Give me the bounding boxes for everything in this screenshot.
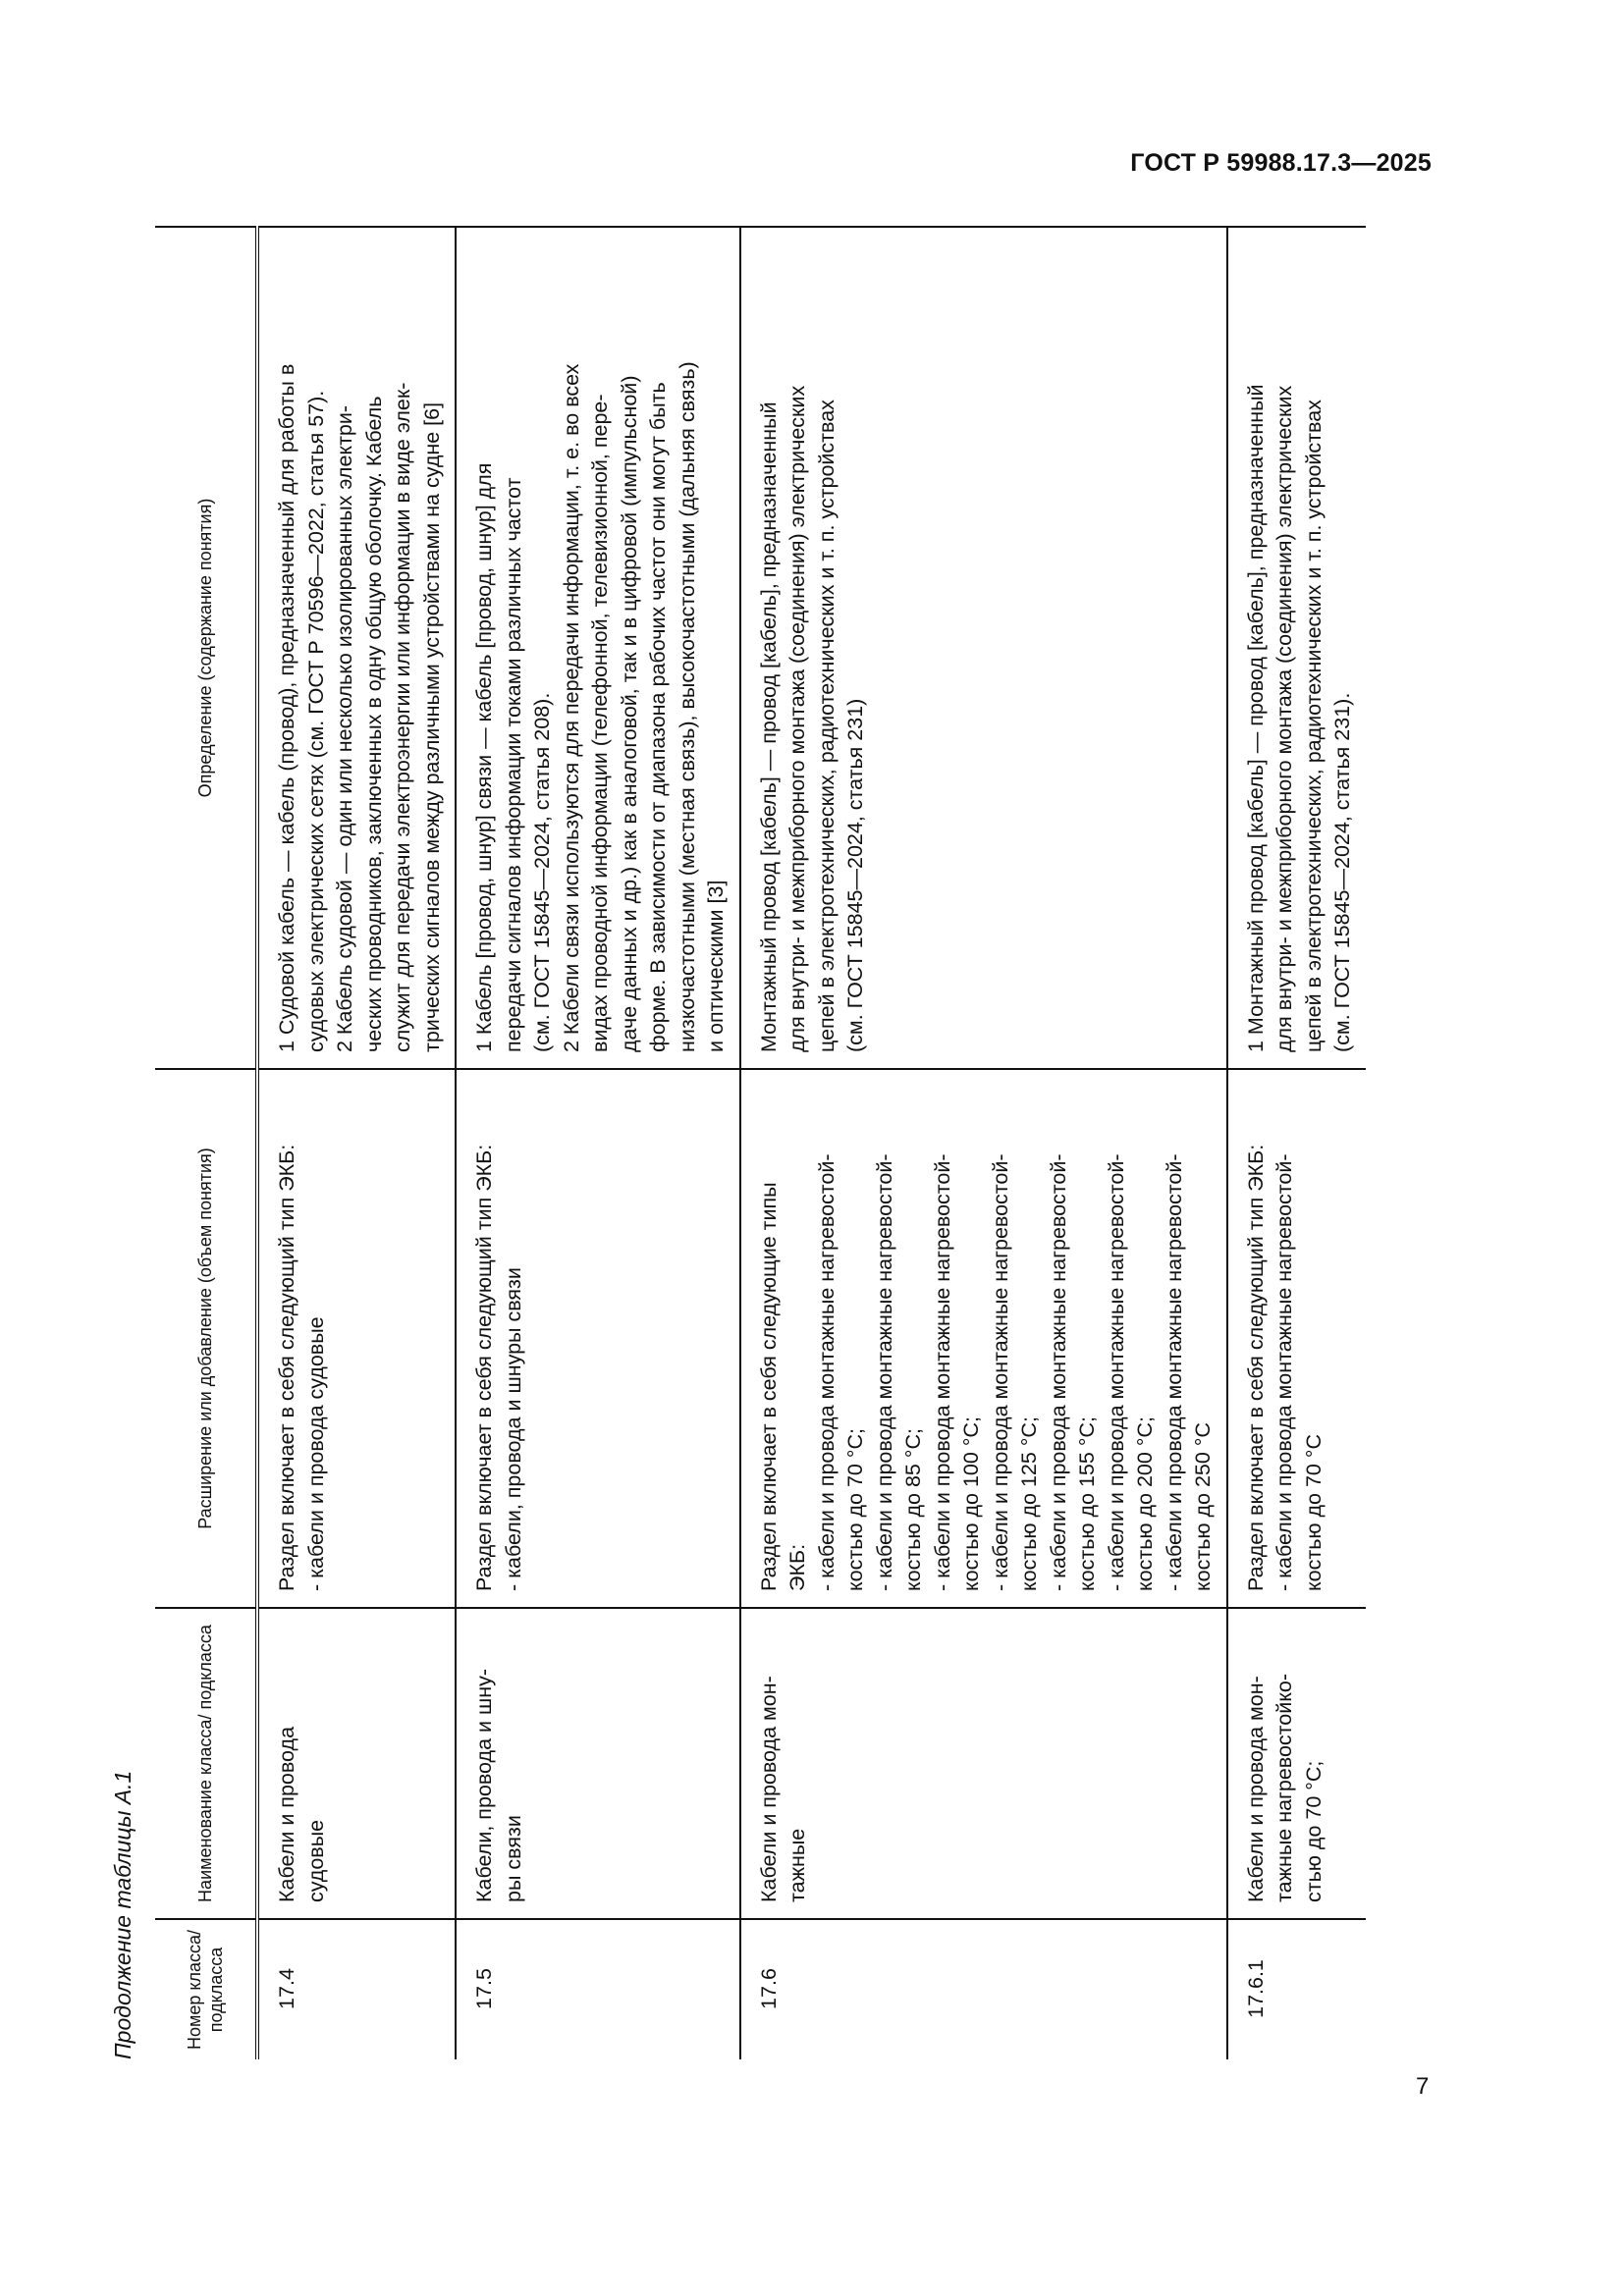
cell-text-line: - кабели и провода монтажные нагревостой- <box>872 1153 896 1591</box>
cell-text-line: - кабели и провода монтажные нагревостой- <box>1162 1153 1186 1591</box>
cell-text-line: - кабели и провода судовые <box>303 1316 328 1591</box>
cell-text-line: ры связи <box>501 1815 525 1902</box>
table-header-row <box>155 227 257 2059</box>
cell-text-line: 1 Судовой кабель — кабель (провод), предназначенный для работы в <box>275 363 298 1052</box>
definition-cell <box>1227 227 1366 1069</box>
cell-text-line: низкочастотными (местная связь), высокочастотными (дальняя связь) <box>675 361 699 1052</box>
cell-text-line: Монтажный провод [кабель] — провод [кабель], предназначенный <box>756 401 781 1052</box>
cell-text-line: ческих проводников, заключенных в одну общую оболочку. Кабель <box>361 396 386 1052</box>
table-row <box>1227 227 1366 2059</box>
extension-cell <box>1227 1069 1366 1608</box>
cell-text-line: для внутри- и межприборного монтажа (соединения) электрических <box>785 385 809 1052</box>
column-header-definition: Определение (содержание понятия) <box>155 227 257 1069</box>
cell-text-line: - кабели и провода монтажные нагревостой- <box>1046 1153 1070 1591</box>
extension-cell <box>257 1069 456 1608</box>
definition-cell <box>740 227 1227 1069</box>
cell-text-line: служит для передачи электроэнергии или информации в виде элек- <box>391 382 414 1052</box>
cell-text-line: - кабели, провода и шнуры связи <box>501 1267 525 1591</box>
document-code: ГОСТ Р 59988.17.3—2025 <box>1130 149 1432 177</box>
class-number-cell: 17.4 <box>257 1919 456 2059</box>
cell-text-line: даче данных и др.) как в аналоговой, так и в цифровой (импульсной) <box>617 375 641 1052</box>
cell-text-line: 1 Монтажный провод [кабель] — провод [кабель], предназначенный <box>1243 384 1268 1052</box>
cell-text-line: Кабели и провода мон- <box>756 1676 781 1902</box>
class-name-cell <box>456 1608 740 1919</box>
cell-text-line: (см. ГОСТ 15845—2024, статья 208). <box>530 692 554 1052</box>
rotated-table-block <box>110 210 1377 2059</box>
extension-cell <box>456 1069 740 1608</box>
table-row <box>257 227 456 2059</box>
table-body <box>257 227 1366 2059</box>
column-header-number: Номер класса/ подкласса <box>155 1919 257 2059</box>
cell-text-line: видах проводной информации (телефонной, телевизионной, пере- <box>588 394 612 1052</box>
cell-text-line: цепей в электротехнических, радиотехнических и т. п. устройствах <box>814 400 839 1052</box>
cell-text-line: - кабели и провода монтажные нагревостой- <box>1104 1153 1128 1591</box>
cell-text-line: Кабели, провода и шну- <box>472 1668 496 1902</box>
definition-cell <box>456 227 740 1069</box>
cell-text-line: трических сигналов между различными устройствами на судне [6] <box>419 401 444 1052</box>
cell-text-line: костью до 200 °С; <box>1133 1416 1157 1591</box>
cell-text-line: 2 Кабели связи используются для передачи информации, т. е. во всех <box>559 363 583 1052</box>
class-name-cell <box>1227 1608 1366 1919</box>
cell-text-line: передачи сигналов информации токами различных частот <box>501 477 525 1052</box>
cell-text-line: - кабели и провода монтажные нагревостой- <box>988 1153 1012 1591</box>
cell-text-line: костью до 100 °С; <box>959 1416 983 1591</box>
cell-text-line: тажные <box>785 1828 809 1902</box>
extension-cell <box>740 1069 1227 1608</box>
cell-text-line: судовые <box>303 1819 328 1902</box>
class-name-cell <box>257 1608 456 1919</box>
cell-text-line: (см. ГОСТ 15845—2024, статья 231) <box>843 698 867 1052</box>
class-number-cell: 17.5 <box>456 1919 740 2059</box>
class-name-cell <box>740 1608 1227 1919</box>
cell-text-line: Кабели и провода мон- <box>1243 1676 1268 1902</box>
class-number-cell: 17.6 <box>740 1919 1227 2059</box>
cell-text-line: - кабели и провода монтажные нагревостой- <box>814 1153 839 1591</box>
cell-text-line: 1 Кабель [провод, шнур] связи — кабель [провод, шнур] для <box>472 462 496 1052</box>
cell-text-line: - кабели и провода монтажные нагревостой- <box>1272 1153 1296 1591</box>
cell-text-line: стью до 70 °С; <box>1301 1760 1326 1902</box>
table-caption: Продолжение таблицы А.1 <box>110 1770 135 2059</box>
cell-text-line: и оптическими [3] <box>704 880 728 1052</box>
cell-text-line: костью до 70 °С <box>1301 1434 1326 1591</box>
cell-text-line: костью до 70 °С; <box>843 1428 867 1591</box>
cell-text-line: 2 Кабель судовой — один или несколько изолированных электри- <box>333 404 356 1052</box>
table-row <box>456 227 740 2059</box>
cell-text-line: (см. ГОСТ 15845—2024, статья 231). <box>1330 692 1354 1052</box>
cell-text-line: форме. В зависимости от диапазона рабочих частот они могут быть <box>646 382 670 1052</box>
cell-text-line: Раздел включает в себя следующие типы <box>756 1182 781 1591</box>
class-number-cell: 17.6.1 <box>1227 1919 1366 2059</box>
cell-text-line: Раздел включает в себя следующий тип ЭКБ: <box>275 1144 298 1591</box>
cell-text-line: костью до 85 °С; <box>901 1428 925 1591</box>
table-row <box>740 227 1227 2059</box>
cell-text-line: цепей в электротехнических, радиотехнических и т. п. устройствах <box>1301 400 1326 1052</box>
cell-text-line: костью до 125 °С; <box>1017 1416 1041 1591</box>
cell-text-line: Кабели и провода <box>275 1726 298 1902</box>
definition-cell <box>257 227 456 1069</box>
cell-text-line: для внутри- и межприборного монтажа (соединения) электрических <box>1272 385 1296 1052</box>
cell-text-line: судовых электрических сетях (см. ГОСТ Р 70596—2022, статья 57). <box>303 390 328 1052</box>
cell-text-line: тажные нагревостойко- <box>1272 1673 1296 1902</box>
cell-text-line: Раздел включает в себя следующий тип ЭКБ: <box>472 1144 496 1591</box>
column-header-name: Наименование класса/ подкласса <box>155 1608 257 1919</box>
cell-text-line: ЭКБ: <box>785 1543 809 1591</box>
column-header-extension: Расширение или добавление (объем понятия) <box>155 1069 257 1608</box>
classification-table <box>155 226 1366 2059</box>
page-number: 7 <box>1416 2073 1430 2100</box>
cell-text-line: Раздел включает в себя следующий тип ЭКБ: <box>1243 1144 1268 1591</box>
cell-text-line: - кабели и провода монтажные нагревостой- <box>930 1153 954 1591</box>
cell-text-line: костью до 155 °С; <box>1075 1416 1099 1591</box>
cell-text-line: костью до 250 °С <box>1191 1422 1215 1591</box>
